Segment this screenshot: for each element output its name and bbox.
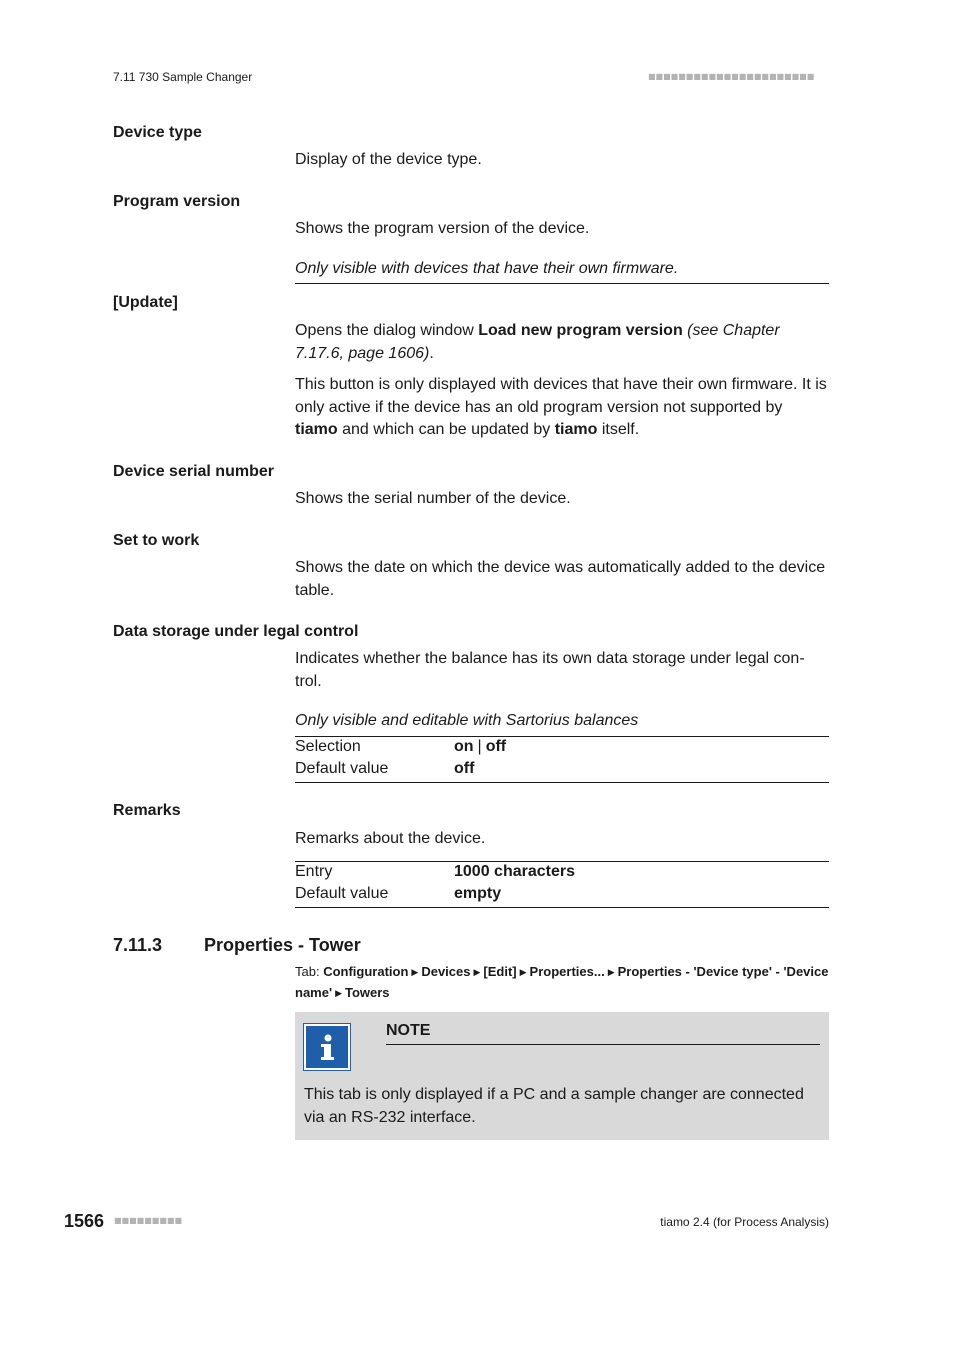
note-title: NOTE: [386, 1022, 431, 1039]
info-icon: [304, 1024, 350, 1070]
header-dots: ■■■■■■■■■■■■■■■■■■■■■■: [648, 72, 815, 81]
path-item: Configuration: [323, 964, 409, 979]
note-legal-control: Only visible and editable with Sartorius balances: [295, 712, 639, 729]
path-item: Properties - 'Device type' - 'Device name': [295, 964, 829, 1000]
chapter-reference-link[interactable]: (see Chapter 7.17.6, page 1606): [295, 322, 780, 362]
row-value: empty: [454, 885, 502, 902]
row-value: on | off: [454, 738, 507, 755]
section-title: Properties - Tower: [204, 935, 361, 955]
row-key: Default value: [295, 760, 389, 777]
desc-update-p1: [295, 320, 829, 365]
header-chapter: 7.11 730 Sample Changer: [113, 70, 253, 84]
row-key: Selection: [295, 738, 361, 755]
text: .: [429, 344, 434, 362]
divider: [386, 1044, 820, 1045]
row-key: Entry: [295, 863, 333, 880]
path-item: Properties...: [529, 964, 605, 979]
term-program-version: Program version: [113, 193, 241, 210]
text: and which can be updated by: [337, 421, 555, 438]
note-program-version: Only visible with devices that have their own firmware.: [295, 260, 679, 277]
path-item: Towers: [344, 985, 390, 1000]
text: itself.: [597, 421, 640, 438]
navigation-path: [295, 962, 835, 1004]
text: Opens the dialog window: [295, 322, 479, 339]
path-prefix: Tab:: [295, 964, 324, 979]
table-row: [295, 883, 829, 905]
desc-update-p2: [295, 374, 829, 442]
term-serial-number: Device serial number: [113, 463, 274, 480]
footer-product: tiamo 2.4 (for Process Analysis): [660, 1215, 829, 1229]
arrow-right-icon: ▶: [335, 988, 342, 998]
row-value: off: [454, 760, 475, 777]
term-device-type: Device type: [113, 124, 202, 141]
desc-set-to-work: Shows the date on which the device was automatically added to the device table.: [295, 559, 826, 599]
arrow-right-icon: ▶: [411, 967, 419, 977]
desc-device-type: Display of the device type.: [295, 151, 482, 168]
product-name: tiamo: [295, 421, 338, 438]
path-item: [Edit]: [483, 964, 517, 979]
desc-serial-number: Shows the serial number of the device.: [295, 490, 571, 507]
legal-value-table: [295, 736, 829, 780]
divider: [295, 283, 829, 284]
arrow-right-icon: ▶: [473, 967, 481, 977]
text: This button is only displayed with devices that have their own firmware. It is only active if the device has an old program version not supported by: [295, 376, 827, 416]
note-box: [295, 1012, 829, 1140]
remarks-value-table: [295, 861, 829, 905]
dialog-name: Load new program version: [478, 322, 683, 339]
term-remarks: Remarks: [113, 802, 181, 819]
page-number: 1566: [64, 1211, 105, 1231]
row-value: 1000 characters: [454, 863, 575, 880]
note-text: This tab is only displayed if a PC and a sample changer are connected via an RS-232 interface.: [304, 1086, 804, 1126]
row-key: Default value: [295, 885, 389, 902]
arrow-right-icon: ▶: [519, 967, 527, 977]
divider: [295, 907, 829, 908]
footer-dots: ■■■■■■■■■: [114, 1216, 183, 1225]
table-row: [295, 861, 829, 883]
table-row: [295, 736, 829, 758]
term-set-to-work: Set to work: [113, 532, 200, 549]
table-row: [295, 758, 829, 780]
section-number: 7.11.3: [113, 935, 163, 955]
term-legal-control: Data storage under legal control: [113, 623, 359, 640]
term-update: [Update]: [113, 294, 178, 311]
desc-program-version: Shows the program version of the device.: [295, 220, 590, 237]
path-item: Devices: [421, 964, 471, 979]
product-name: tiamo: [554, 421, 598, 438]
arrow-right-icon: ▶: [607, 967, 615, 977]
desc-remarks: Remarks about the device.: [295, 830, 486, 847]
divider: [295, 782, 829, 783]
desc-legal-control: Indicates whether the balance has its own data storage under legal con-trol.: [295, 650, 805, 690]
